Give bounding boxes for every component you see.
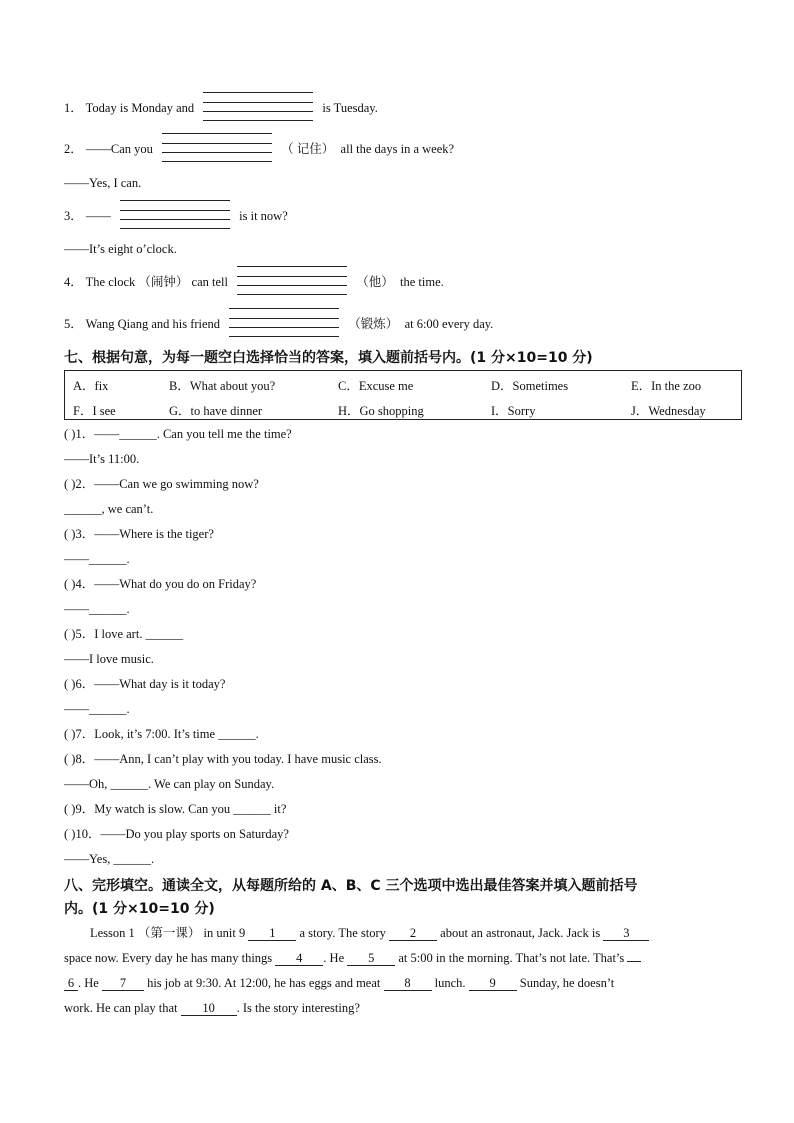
question-line: ——______. xyxy=(64,602,130,616)
section-heading: 八、完形填空。通读全文，从每题所给的 A、B、C 三个选项中选出最佳答案并填入题前括号 xyxy=(64,878,638,894)
question-number: 2． xyxy=(64,142,83,156)
question-line: ( )10．——Do you play sports on Saturday? xyxy=(64,827,289,841)
answer-blank[interactable] xyxy=(203,101,313,117)
option-f: F．I see xyxy=(73,404,116,418)
question-line: ( )5．I love art. ______ xyxy=(64,627,184,641)
question-text: is it now? xyxy=(239,209,288,223)
question-line: ( )2．——Can we go swimming now? xyxy=(64,477,259,491)
question-line: ——Oh, ______. We can play on Sunday. xyxy=(64,777,275,791)
hint-text: （锻炼） xyxy=(348,317,399,331)
cloze-blank-6-start[interactable] xyxy=(627,961,641,962)
passage-text: Sunday, he doesn’t xyxy=(519,976,615,990)
question-line: ( )3．——Where is the tiger? xyxy=(64,527,214,541)
question-line: ——It’s 11:00. xyxy=(64,452,140,466)
question-text: all the days in a week? xyxy=(340,142,455,156)
question-line: ( )4．——What do you do on Friday? xyxy=(64,577,257,591)
cloze-blank-1[interactable]: 1 xyxy=(248,927,296,941)
passage-line-4 xyxy=(64,996,734,1021)
passage-line-2 xyxy=(64,946,734,971)
passage-text: . He xyxy=(323,951,345,965)
hint-text: （ 记住） xyxy=(281,142,335,156)
question-6-2 xyxy=(64,141,454,158)
question-line: ——I love music. xyxy=(64,652,154,666)
hint-text: （他） xyxy=(356,275,394,289)
passage-line-1 xyxy=(90,921,760,946)
question-6-3 xyxy=(64,208,288,225)
option-d: D．Sometimes xyxy=(491,379,569,393)
cloze-blank-10[interactable]: 10 xyxy=(181,1002,237,1016)
question-number: 1． xyxy=(64,101,83,115)
cloze-blank-6[interactable]: 6 xyxy=(64,977,78,991)
question-line: ( )8．——Ann, I can’t play with you today. I have music class. xyxy=(64,752,382,766)
cloze-blank-2[interactable]: 2 xyxy=(389,927,437,941)
question-line: ( )7．Look, it’s 7:00. It’s time ______. xyxy=(64,727,259,741)
question-line: ——______. xyxy=(64,552,130,566)
question-number: 3． xyxy=(64,209,83,223)
cloze-blank-9[interactable]: 9 xyxy=(469,977,517,991)
option-e: E．In the zoo xyxy=(631,379,702,393)
question-text: the time. xyxy=(400,275,444,289)
passage-text: lunch. xyxy=(434,976,466,990)
answer-blank[interactable] xyxy=(120,209,230,225)
option-j: J．Wednesday xyxy=(631,404,706,418)
passage-text: at 5:00 in the morning. That’s not late. That’s xyxy=(398,951,625,965)
question-line: ( )9．My watch is slow. Can you ______ it? xyxy=(64,802,287,816)
option-a: A．fix xyxy=(73,379,109,393)
option-h: H．Go shopping xyxy=(338,404,424,418)
passage-text: a story. The story xyxy=(299,926,386,940)
passage-text: his job at 9:30. At 12:00, he has eggs and meat xyxy=(147,976,381,990)
question-line: ______, we can’t. xyxy=(64,502,154,516)
question-number: 4． xyxy=(64,275,83,289)
option-b: B．What about you? xyxy=(169,379,276,393)
question-6-5 xyxy=(64,316,493,333)
cloze-blank-4[interactable]: 4 xyxy=(275,952,323,966)
option-c: C．Excuse me xyxy=(338,379,414,393)
passage-line-3 xyxy=(64,971,734,996)
answer-blank[interactable] xyxy=(162,142,272,158)
answer-line: ——It’s eight o’clock. xyxy=(64,242,177,256)
options-box xyxy=(64,370,742,420)
option-g: G．to have dinner xyxy=(169,404,263,418)
section-heading-cont: 内。(1 分×10=10 分) xyxy=(64,901,215,917)
passage-text: work. He can play that xyxy=(64,1001,178,1015)
section-heading: 七、根据句意，为每一题空白选择恰当的答案，填入题前括号内。(1 分×10=10 分) xyxy=(64,350,593,366)
passage-text: about an astronaut, Jack. Jack is xyxy=(440,926,601,940)
question-text: Wang Qiang and his friend xyxy=(85,317,221,331)
question-6-1 xyxy=(64,100,378,117)
passage-text: . He xyxy=(78,976,99,990)
passage-text: . Is the story interesting? xyxy=(236,1001,360,1015)
question-text: ——Can you xyxy=(85,142,153,156)
cloze-blank-8[interactable]: 8 xyxy=(384,977,432,991)
question-line: ——Yes, ______. xyxy=(64,852,155,866)
question-text: at 6:00 every day. xyxy=(404,317,494,331)
question-line: ——______. xyxy=(64,702,130,716)
question-text: is Tuesday. xyxy=(322,101,378,115)
question-text: Today is Monday and xyxy=(85,101,195,115)
question-line: ( )1．——______. Can you tell me the time? xyxy=(64,427,292,441)
passage-text: Lesson 1 （第一课） in unit 9 xyxy=(90,926,246,940)
question-number: 5． xyxy=(64,317,83,331)
question-text: The clock （闹钟） can tell xyxy=(85,275,228,289)
question-line: ( )6．——What day is it today? xyxy=(64,677,226,691)
cloze-blank-3[interactable]: 3 xyxy=(603,927,649,941)
answer-blank[interactable] xyxy=(237,275,347,291)
passage-text: space now. Every day he has many things xyxy=(64,951,273,965)
answer-blank[interactable] xyxy=(229,317,339,333)
question-6-4 xyxy=(64,274,444,291)
cloze-blank-5[interactable]: 5 xyxy=(347,952,395,966)
question-text: —— xyxy=(85,209,111,223)
answer-line: ——Yes, I can. xyxy=(64,176,142,190)
option-i: I．Sorry xyxy=(491,404,536,418)
cloze-blank-7[interactable]: 7 xyxy=(102,977,144,991)
